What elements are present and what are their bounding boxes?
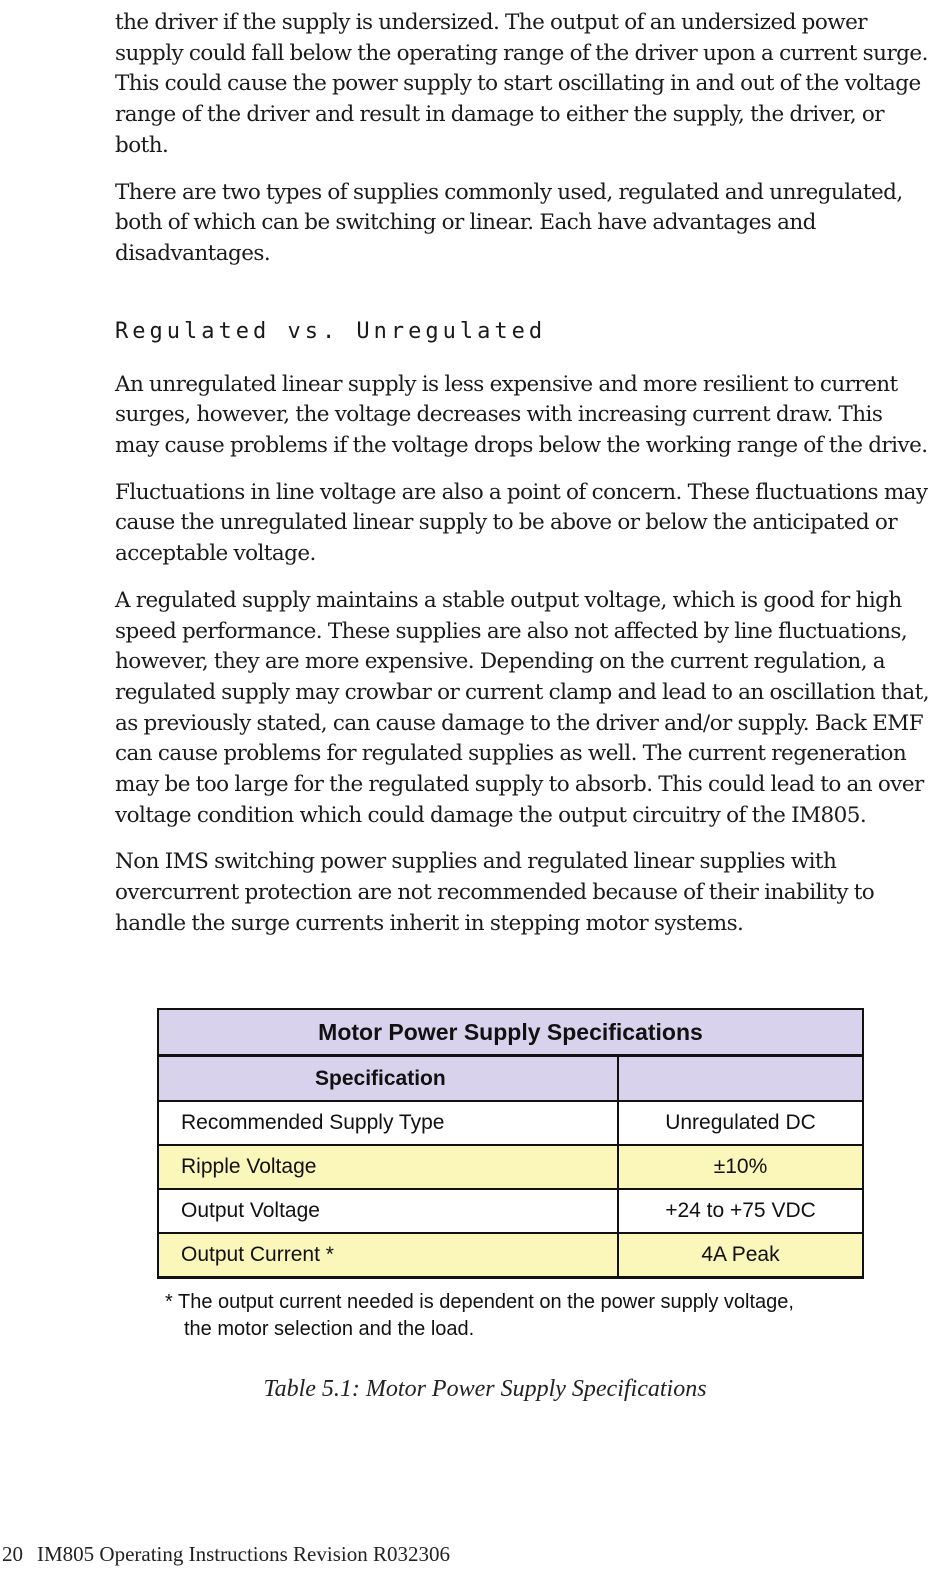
body-paragraph: the driver if the supply is undersized. The output of an undersized power supply could fall below the operating range of the driver upon a current surge. This could cause the power supply to start oscillating in and out of the voltage range of the driver and result in damage to either the supply, the driver, or both.: [115, 10, 928, 158]
table-row: [158, 1189, 863, 1233]
page-number: 20: [2, 1542, 23, 1566]
spec-name: Ripple Voltage: [158, 1145, 618, 1189]
spec-value: 4A Peak: [618, 1233, 863, 1278]
spec-name: Output Current *: [158, 1233, 618, 1278]
column-header-specification: Specification: [158, 1056, 618, 1102]
spec-table-container: [157, 1008, 865, 1343]
table-title-row: [158, 1009, 863, 1056]
body-paragraph: An unregulated linear supply is less expensive and more resilient to current surges, however, the voltage decreases with increasing current draw. This may cause problems if the voltage drops below the working range of the drive.: [115, 371, 928, 459]
body-paragraph: Non IMS switching power supplies and regulated linear supplies with overcurrent protection are not recommended because of their inability to handle the surge currents inherit in stepping motor systems.: [115, 849, 875, 936]
body-paragraph: There are two types of supplies commonly used, regulated and unregulated, both of which can be switching or linear. Each have advantages and disadvantages.: [115, 179, 903, 266]
spec-name: Output Voltage: [158, 1189, 618, 1233]
spec-table: [157, 1008, 864, 1279]
spec-value: Unregulated DC: [618, 1101, 863, 1145]
footnote-line: the motor selection and the load.: [184, 1318, 475, 1340]
spec-value: +24 to +75 VDC: [618, 1189, 863, 1233]
table-title: Motor Power Supply Specifications: [158, 1009, 863, 1056]
spec-name: Recommended Supply Type: [158, 1101, 618, 1145]
column-header-value: [618, 1056, 863, 1102]
section-heading: Regulated vs. Unregulated: [115, 318, 547, 344]
table-row: [158, 1101, 863, 1145]
spec-value: ±10%: [618, 1145, 863, 1189]
page-content: [115, 8, 930, 956]
footnote-line: * The output current needed is dependent on the power supply voltage,: [165, 1291, 794, 1313]
table-caption: Table 5.1: Motor Power Supply Specifications: [263, 1376, 707, 1402]
body-paragraph: A regulated supply maintains a stable output voltage, which is good for high speed performance. These supplies are also not affected by line fluctuations, however, they are more expensive. Depending on the current regulation, a regulated supply may crowbar or current clamp and lead to an oscillation that, as previously stated, can cause damage to the driver and/or supply. Back EMF can cause problems for regulated supplies as well. The current regeneration may be too large for the regulated supply to absorb. This could lead to an over voltage condition which could damage the output circuitry of the IM805.: [115, 587, 930, 828]
table-header-row: [158, 1056, 863, 1102]
table-row: [158, 1233, 863, 1278]
body-paragraph: Fluctuations in line voltage are also a point of concern. These fluctuations may cause the unregulated linear supply to be above or below the anticipated or acceptable voltage.: [115, 479, 928, 567]
table-footnote: [165, 1289, 865, 1343]
page-footer: [2, 1542, 450, 1567]
footer-text: IM805 Operating Instructions Revision R032306: [37, 1542, 450, 1566]
table-row: [158, 1145, 863, 1189]
